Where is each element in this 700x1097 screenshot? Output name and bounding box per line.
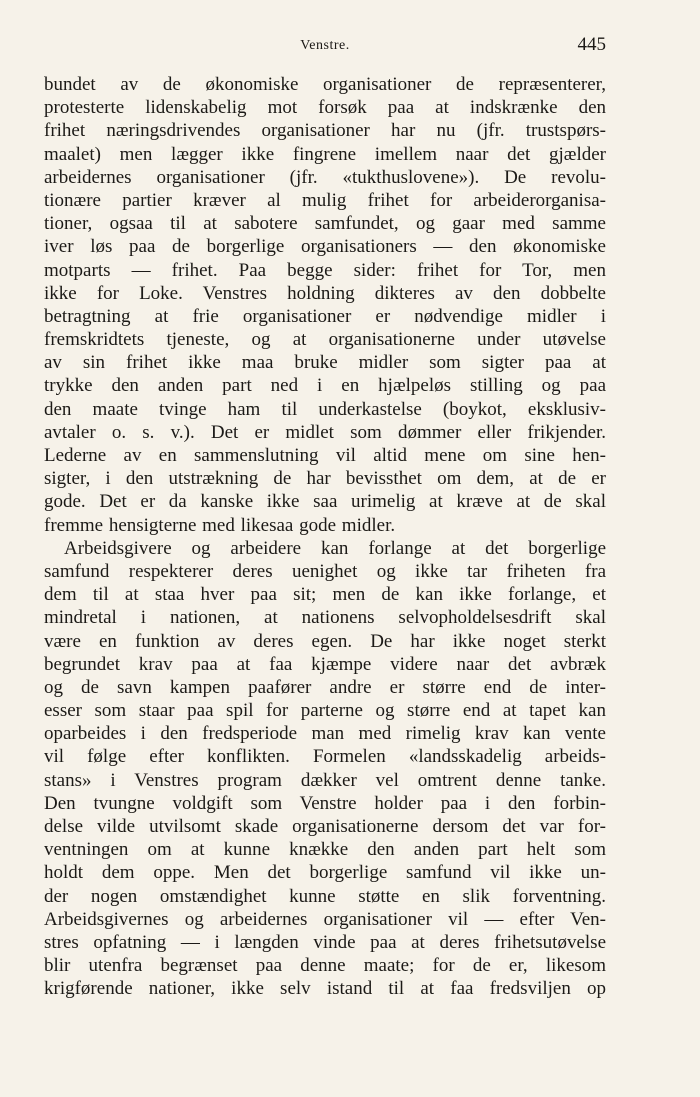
body-text: [44, 73, 606, 1001]
text-line: begrundet krav paa at faa kjæmpe videre naar det avbræk: [44, 653, 606, 675]
text-line: stans» i Venstres program dækker vel omtrent denne tanke.: [44, 769, 606, 791]
text-line: sigter, i den utstrækning de har bevissthet om dem, at de er: [44, 468, 606, 490]
text-line: vil følge efter konflikten. Formelen «landsskadelig arbeids-: [44, 746, 606, 768]
text-line: holdt dem oppe. Men det borgerlige samfund vil ikke un-: [44, 862, 606, 884]
text-line: Arbeidsgivernes og arbeidernes organisationer vil — efter Ven-: [44, 908, 606, 930]
text-line: gode. Det er da kanske ikke saa urimelig at kræve at de skal: [44, 491, 606, 513]
text-line: iver løs paa de borgerlige organisationers — den økonomiske: [44, 236, 606, 258]
text-line: delse vilde utvilsomt skade organisationerne dersom det var for-: [44, 816, 606, 837]
text-line: ventningen om at kunne knække den anden part helt som: [44, 839, 606, 861]
page-number: 445: [577, 34, 606, 55]
text-line: og de savn kampen paafører andre er større end de inter-: [44, 676, 606, 698]
paragraph-start-line: Arbeidsgivere og arbeidere kan forlange at det borgerlige: [64, 537, 606, 559]
text-line: esser som staar paa spil for parterne og større end at tapet kan: [44, 700, 606, 722]
text-line: frihet næringsdrivendes organisationer har nu (jfr. trustspørs-: [44, 120, 606, 142]
text-line: Lederne av en sammenslutning vil altid mene om sine hen-: [44, 445, 606, 466]
text-line: tionære partier kræver al mulig frihet for arbeiderorganisa-: [44, 189, 606, 211]
text-line: protesterte lidenskabelig mot forsøk paa at indskrænke den: [44, 97, 606, 119]
text-line: den maate tvinge ham til underkastelse (boykot, eksklusiv-: [44, 398, 606, 420]
text-line: oparbeides i den fredsperiode man med rimelig krav kan vente: [44, 723, 606, 745]
text-line: arbeidernes organisationer (jfr. «tukthuslovene»). De revolu-: [44, 166, 606, 188]
running-title: Venstre.: [300, 38, 350, 53]
text-line: fremskridtets tjeneste, og at organisationerne under utøvelse: [44, 329, 606, 351]
text-line: maalet) men lægger ikke fingrene imellem naar det gjælder: [44, 143, 606, 165]
running-header: [44, 34, 606, 58]
text-line: betragtning at frie organisationer er nødvendige midler i: [44, 305, 606, 327]
text-line: Den tvungne voldgift som Venstre holder paa i den forbin-: [44, 792, 606, 814]
text-line: blir utenfra begrænset paa denne maate; for de er, likesom: [44, 955, 606, 977]
text-line: trykke den anden part ned i en hjælpeløs stilling og paa: [44, 375, 606, 397]
text-line: krigførende nationer, ikke selv istand til at faa fredsviljen op: [44, 978, 606, 1000]
text-line: bundet av de økonomiske organisationer de repræsenterer,: [44, 74, 606, 95]
text-line: ikke for Loke. Venstres holdning dikteres av den dobbelte: [44, 282, 606, 304]
paragraph-end-line: fremme hensigterne med likesaa gode midler.: [44, 514, 396, 536]
text-line: dem til at staa hver paa sit; men de kan ikke forlange, et: [44, 584, 606, 606]
text-line: være en funktion av deres egen. De har ikke noget sterkt: [44, 630, 606, 652]
text-line: avtaler o. s. v.). Det er midlet som dømmer eller frikjender.: [44, 421, 606, 443]
text-line: tioner, ogsaa til at sabotere samfundet, og gaar med samme: [44, 213, 606, 235]
text-line: stres opfatning — i længden vinde paa at deres frihetsutøvelse: [44, 931, 606, 953]
text-line: samfund respekterer deres uenighet og ikke tar friheten fra: [44, 560, 606, 582]
text-line: mindretal i nationen, at nationens selvopholdelsesdrift skal: [44, 607, 606, 629]
text-line: av sin frihet ikke maa bruke midler som sigter paa at: [44, 352, 606, 374]
text-line: motparts — frihet. Paa begge sider: frihet for Tor, men: [44, 259, 606, 281]
text-line: der nogen omstændighet kunne støtte en slik forventning.: [44, 885, 606, 907]
